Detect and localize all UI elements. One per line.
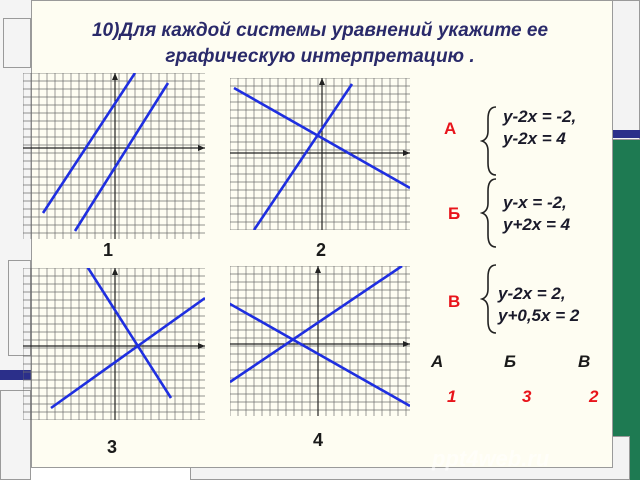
- x-axis-arrow: [403, 150, 410, 156]
- answer-header-b: Б: [504, 352, 517, 371]
- system-c-equations: [498, 283, 579, 327]
- graph-label-3: 3: [107, 437, 118, 457]
- y-axis-arrow: [319, 78, 325, 85]
- title-line-1: 10)Для каждой системы уравнений укажите ее: [91, 20, 549, 41]
- system-b-equations: [503, 192, 570, 236]
- system-c-eq1: y-2x = 2,: [498, 284, 566, 303]
- answer-header-c: В: [578, 352, 591, 371]
- graph-2: [230, 78, 410, 230]
- grid-area: [23, 73, 205, 239]
- x-axis-arrow: [198, 145, 205, 151]
- brace-c: [482, 265, 496, 333]
- graph-label-1: 1: [103, 240, 114, 260]
- system-b-eq1: y-x = -2,: [503, 193, 567, 212]
- graph-label-4: 4: [313, 430, 324, 450]
- system-a-letter: А: [444, 119, 457, 138]
- answer-header-a: А: [431, 352, 444, 371]
- graph-3: [23, 268, 205, 420]
- system-b-eq2: y+2x = 4: [503, 215, 571, 234]
- braces: [480, 85, 500, 345]
- system-a-eq1: y-2x = -2,: [503, 107, 577, 126]
- y-axis-arrow: [112, 268, 118, 275]
- answer-value-a: 1: [447, 387, 457, 406]
- watermark: ppt4web.ru: [432, 446, 550, 471]
- system-c-letter: В: [448, 292, 461, 311]
- graph-4: [230, 266, 410, 416]
- system-c-eq2: y+0,5x = 2: [498, 306, 580, 325]
- graph-line-2: [230, 266, 402, 382]
- grid-lines: [23, 73, 205, 239]
- y-axis-arrow: [112, 73, 118, 80]
- y-axis-arrow: [315, 266, 321, 273]
- answer-value-b: 3: [522, 387, 532, 406]
- title-line-2: графическую интерпретацию .: [165, 46, 475, 67]
- graph-1: [23, 73, 205, 239]
- graph-line-1: [43, 73, 135, 213]
- grid-lines: [23, 268, 205, 420]
- grid-lines: [230, 266, 410, 416]
- brace-a: [482, 107, 496, 175]
- answer-value-c: 2: [589, 387, 599, 406]
- system-a-equations: [503, 106, 576, 150]
- slide-title: [40, 18, 600, 70]
- system-b-letter: Б: [448, 204, 461, 223]
- system-a-eq2: y-2x = 4: [503, 129, 566, 148]
- graph-line-1: [230, 296, 410, 406]
- brace-b: [482, 179, 496, 247]
- graph-label-2: 2: [316, 240, 327, 260]
- decor-left-box-1: [3, 18, 31, 68]
- graph-line-2: [254, 84, 352, 230]
- graph-line-2: [51, 298, 205, 408]
